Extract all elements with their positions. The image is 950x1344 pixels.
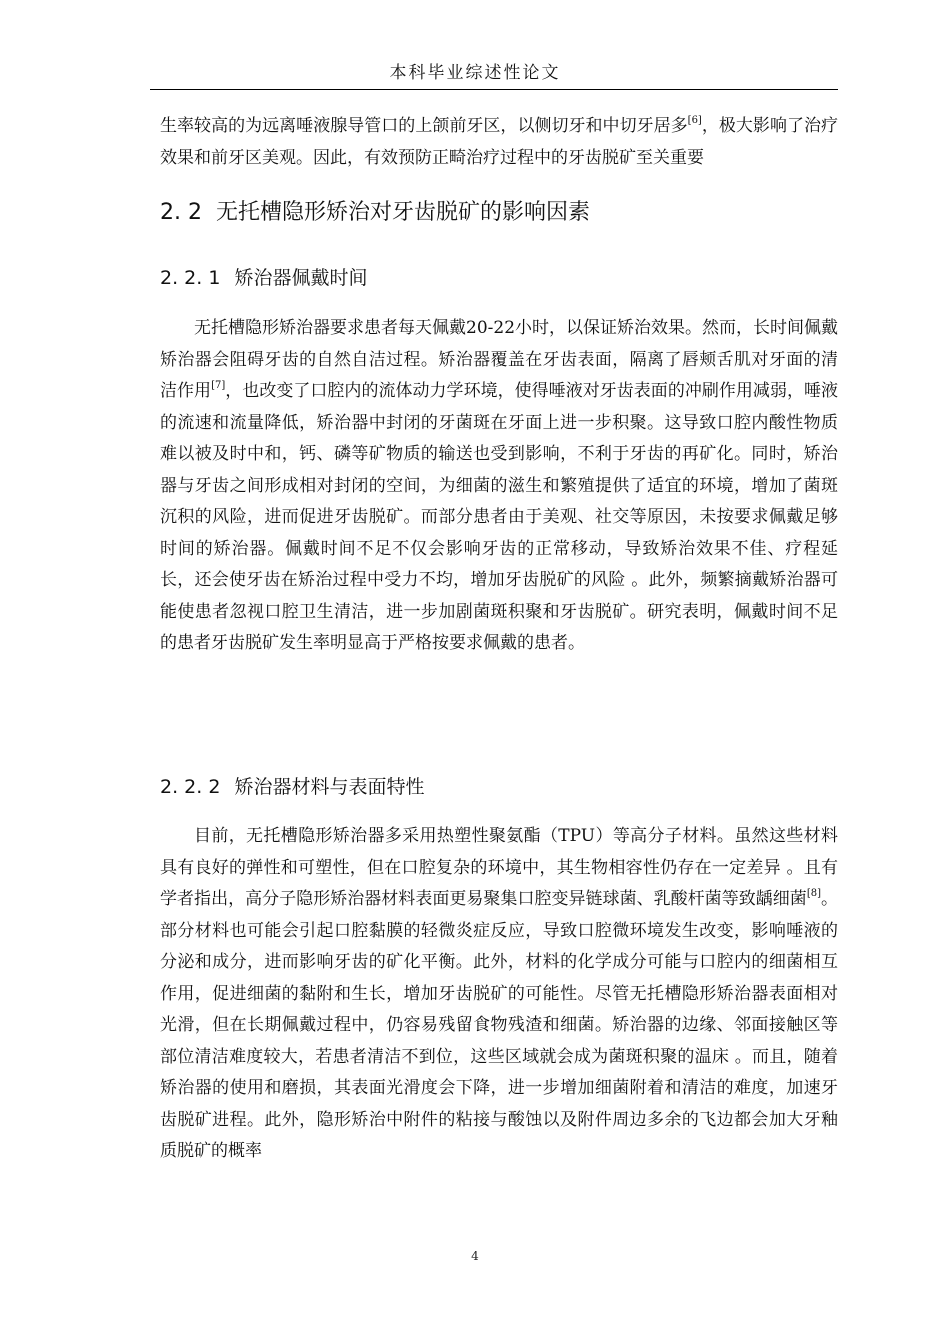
citation-8: [8] [806, 888, 821, 899]
subsection-title: 矫治器佩戴时间 [234, 267, 368, 289]
header-divider [150, 89, 838, 90]
paragraph-material [160, 821, 838, 1168]
citation-7: [7] [211, 380, 226, 391]
section-title: 无托槽隐形矫治对牙齿脱矿的影响因素 [215, 200, 590, 225]
page-number: 4 [471, 1249, 479, 1263]
intro-paragraph [160, 111, 838, 174]
paragraph-wear-time [160, 313, 838, 660]
intro-text-end: ，极大影响了治疗效果和前牙区美观。因此，有效预防正畸治疗过程中的牙齿脱矿至关重要 [160, 116, 839, 168]
section-number: 2. 2 [160, 200, 202, 225]
paragraph-text-cont: 。部分材料也可能会引起口腔黏膜的轻微炎症反应，导致口腔微环境发生改变，影响唾液的分泌和成分，进而影响牙齿的矿化平衡。此外，材料的化学成分可能与口腔内的细菌相互作用，促进细菌的黏附和生长，增加牙齿脱矿的可能性。尽管无托槽隐形矫治器表面相对光滑，但在长期佩戴过程中，仍容易残留食物残渣和细菌。矫治器的边缘、邻面接触区等部位清洁难度较大，若患者清洁不到位，这些区域就会成为菌斑积聚的温床 。而且，随着矫治器的使用和磨损，其表面光滑度会下降，进一步增加细菌附着和清洁的难度，加速牙齿脱矿进程。此外，隐形矫治中附件的粘接与酸蚀以及附件周边多余的飞边都会加大牙釉质脱矿的概率 [160, 889, 839, 1161]
paragraph-text-cont: ，也改变了口腔内的流体动力学环境，使得唾液对牙齿表面的冲刷作用减弱，唾液的流速和流量降低，矫治器中封闭的牙菌斑在牙面上进一步积聚。这导致口腔内酸性物质难以被及时中和，钙、磷等矿物质的输送也受到影响，不利于牙齿的再矿化。同时，矫治器与牙齿之间形成相对封闭的空间，为细菌的滋生和繁殖提供了适宜的环境，增加了菌斑沉积的风险，进而促进牙齿脱矿。而部分患者由于美观、社交等原因，未按要求佩戴足够时间的矫治器。佩戴时间不足不仅会影响牙齿的正常移动，导致矫治效果不佳、疗程延长，还会使牙齿在矫治过程中受力不均，增加牙齿脱矿的风险 。此外，频繁摘戴矫治器可能使患者忽视口腔卫生清洁，进一步加剧菌斑积聚和牙齿脱矿。研究表明，佩戴时间不足的患者牙齿脱矿发生率明显高于严格按要求佩戴的患者。 [160, 381, 839, 653]
subsection-number: 2. 2. 1 [160, 267, 221, 289]
citation-6: [6] [687, 115, 702, 126]
subsection-number: 2. 2. 2 [160, 776, 221, 798]
subsection-heading-2-2-1 [160, 264, 367, 292]
running-header: 本科毕业综述性论文 [389, 63, 561, 83]
paragraph-text: 无托槽隐形矫治器要求患者每天佩戴20-22小时，以保证矫治效果。然而，长时间佩戴矫治器会阻碍牙齿的自然自洁过程。矫治器覆盖在牙齿表面，隔离了唇颊舌肌对牙面的清洁作用 [160, 318, 839, 401]
intro-text-start: 生率较高的为远离唾液腺导管口的上颌前牙区，以侧切牙和中切牙居多 [160, 116, 688, 136]
subsection-heading-2-2-2 [160, 773, 424, 801]
subsection-title: 矫治器材料与表面特性 [234, 776, 425, 798]
section-heading-2-2 [160, 198, 590, 228]
paragraph-text: 目前，无托槽隐形矫治器多采用热塑性聚氨酯（TPU）等高分子材料。虽然这些材料具有良好的弹性和可塑性，但在口腔复杂的环境中，其生物相容性仍存在一定差异 。且有学者指出，高分子隐形矫治器材料表面更易聚集口腔变异链球菌、乳酸杆菌等致龋细菌 [160, 826, 838, 909]
